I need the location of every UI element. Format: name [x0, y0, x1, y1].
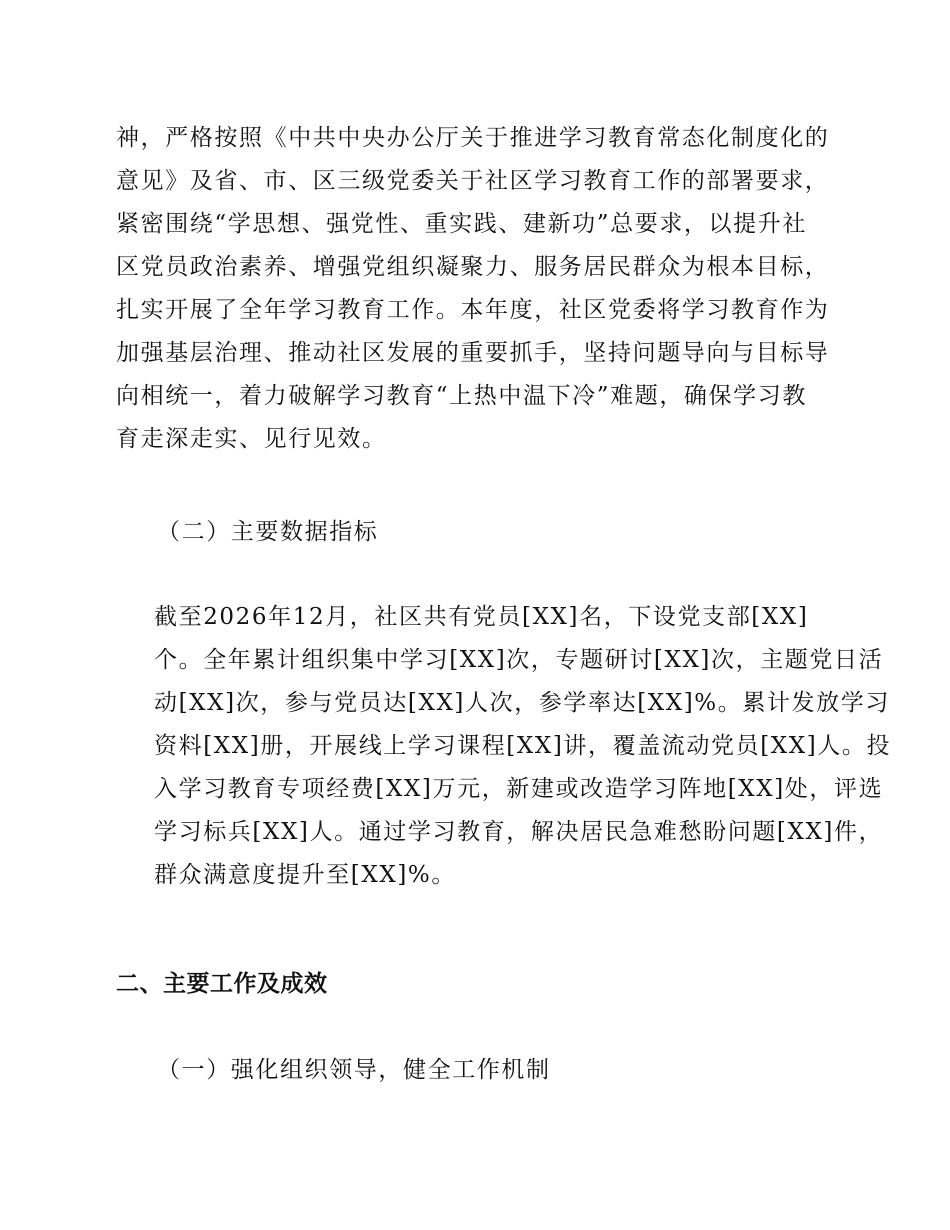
paragraph-line: 个。全年累计组织集中学习[XX]次，专题研讨[XX]次，主题党日活 [154, 647, 884, 673]
paragraph-line: 资料[XX]册，开展线上学习课程[XX]讲，覆盖流动党员[XX]人。投 [154, 733, 892, 759]
paragraph-line: 截至2026年12月，社区共有党员[XX]名，下设党支部[XX] [154, 604, 809, 630]
paragraph-line: 紧密围绕“学思想、强党性、重实践、建新功”总要求，以提升社 [116, 211, 807, 237]
paragraph-line: 区党员政治素养、增强党组织凝聚力、服务居民群众为根本目标， [116, 254, 830, 280]
subheading-key-data: （二）主要数据指标 [157, 519, 379, 545]
paragraph-key-data [116, 596, 892, 897]
paragraph-line: 神，严格按照《中共中央办公厅关于推进学习教育常态化制度化的 [116, 125, 830, 151]
paragraph-line: 向相统一，着力破解学习教育“上热中温下冷”难题，确保学习教 [116, 383, 807, 409]
paragraph-line: 育走深走实、见行见效。 [116, 426, 387, 452]
paragraph-line: 入学习教育专项经费[XX]万元，新建或改造学习阵地[XX]处，评选 [154, 776, 884, 802]
paragraph-overview [116, 117, 836, 461]
paragraph-line: 群众满意度提升至[XX]%。 [154, 862, 456, 888]
paragraph-line: 学习标兵[XX]人。通过学习教育，解决居民急难愁盼问题[XX]件， [154, 819, 884, 845]
section-heading-main-work: 二、主要工作及成效 [116, 971, 328, 997]
subheading-organization: （一）强化组织领导，健全工作机制 [157, 1057, 551, 1083]
paragraph-line: 动[XX]次，参与党员达[XX]人次，参学率达[XX]%。累计发放学习 [154, 690, 890, 716]
paragraph-line: 扎实开展了全年学习教育工作。本年度，社区党委将学习教育作为 [116, 297, 830, 323]
paragraph-line: 意见》及省、市、区三级党委关于社区学习教育工作的部署要求， [116, 168, 830, 194]
paragraph-line: 加强基层治理、推动社区发展的重要抓手，坚持问题导向与目标导 [116, 340, 830, 366]
